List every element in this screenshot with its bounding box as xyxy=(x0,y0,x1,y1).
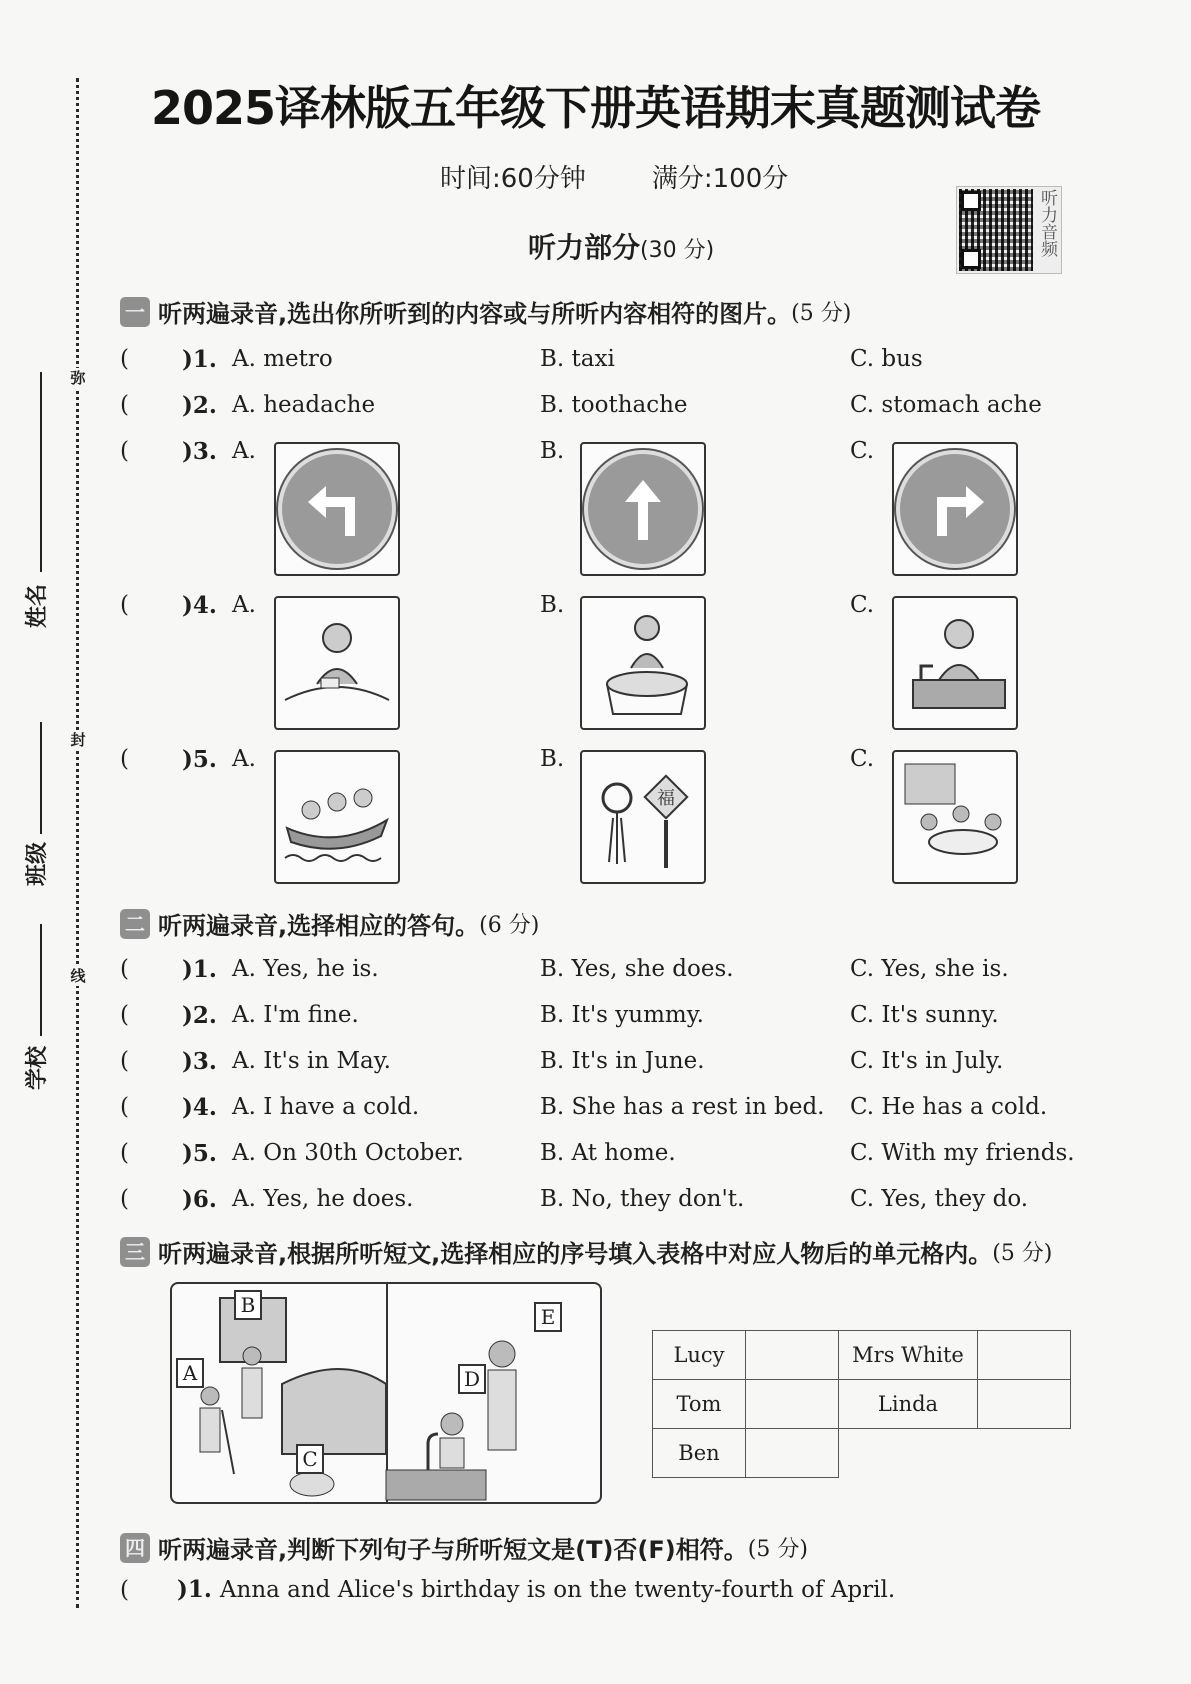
section-number-badge: 二 xyxy=(120,909,150,939)
qr-label: 听力音频 xyxy=(1037,189,1057,257)
washing-clothes-illustration xyxy=(587,604,699,722)
section-3-heading xyxy=(120,1234,1052,1269)
answer-blank[interactable]: ( xyxy=(120,346,129,372)
section-number-badge: 三 xyxy=(120,1237,150,1267)
question-row xyxy=(120,956,1120,992)
question-number: )4. xyxy=(182,1094,217,1121)
option-a: A. I have a cold. xyxy=(232,1094,420,1120)
section-instruction: 听两遍录音,选择相应的答句。 xyxy=(158,912,480,940)
turn-left-icon xyxy=(278,450,396,568)
go-straight-icon xyxy=(584,450,702,568)
class-field-label: 班级 xyxy=(25,841,50,886)
girl-washing-clothes-image xyxy=(580,596,706,730)
chinese-knots-image xyxy=(580,750,706,884)
option-a: A. It's in May. xyxy=(232,1048,391,1074)
option-a: A. Yes, he does. xyxy=(232,1186,414,1212)
question-number: )2. xyxy=(182,392,217,419)
option-c: C. With my friends. xyxy=(850,1140,1075,1166)
table-answer-cell[interactable] xyxy=(746,1380,839,1429)
question-number: )5. xyxy=(182,746,217,773)
option-a: A. xyxy=(232,746,256,772)
option-b: B. It's yummy. xyxy=(540,1002,704,1028)
table-name-cell: Tom xyxy=(653,1380,746,1429)
question-row xyxy=(120,1094,1120,1130)
option-c: C. He has a cold. xyxy=(850,1094,1048,1120)
option-a: A. On 30th October. xyxy=(232,1140,464,1166)
question-row xyxy=(120,392,1120,428)
housework-scene-illustration xyxy=(170,1282,602,1504)
table-name-cell: Mrs White xyxy=(839,1331,978,1380)
section-instruction: 听两遍录音,判断下列句子与所听短文是(T)否(F)相符。 xyxy=(158,1536,748,1564)
question-row xyxy=(120,1048,1120,1084)
option-a: A. headache xyxy=(232,392,376,418)
section-instruction: 听两遍录音,根据所听短文,选择相应的序号填入表格中对应人物后的单元格内。 xyxy=(158,1240,993,1268)
option-c: C. Yes, she is. xyxy=(850,956,1009,982)
section-2-heading xyxy=(120,906,539,941)
exam-title: 2025译林版五年级下册英语期末真题测试卷 xyxy=(150,81,1041,135)
question-number: )2. xyxy=(182,1002,217,1029)
section-points: (5 分) xyxy=(747,1537,808,1562)
listening-audio-qr[interactable] xyxy=(956,186,1062,274)
option-b: B. xyxy=(540,592,565,618)
question-row xyxy=(120,1140,1120,1176)
dragon-boat-illustration xyxy=(281,758,393,876)
section-4-heading xyxy=(120,1530,808,1565)
table-answer-cell[interactable] xyxy=(746,1331,839,1380)
turn-right-icon xyxy=(896,450,1014,568)
question-number: )3. xyxy=(182,438,217,465)
binding-mark-feng: 封 xyxy=(68,730,88,750)
section-number-badge: 四 xyxy=(120,1533,150,1563)
binding-dotted-line xyxy=(76,78,79,1608)
washing-dishes-illustration xyxy=(899,604,1011,722)
answer-blank[interactable]: ( xyxy=(120,392,129,418)
table-answer-cell[interactable] xyxy=(978,1380,1071,1429)
question-row xyxy=(120,1186,1120,1222)
answer-blank[interactable]: ( xyxy=(120,1140,129,1166)
section-points: (6 分) xyxy=(479,913,540,938)
answer-blank[interactable]: ( xyxy=(120,1186,129,1212)
question-number: )1. xyxy=(176,1576,212,1603)
chinese-knot-fu-illustration xyxy=(587,758,699,876)
qr-code-icon[interactable] xyxy=(959,189,1033,271)
option-a: A. xyxy=(232,592,256,618)
name-field-label: 姓名 xyxy=(25,583,50,628)
part-points: (30 分) xyxy=(640,238,715,263)
option-c: C. xyxy=(850,746,875,772)
question-number: )1. xyxy=(182,956,217,983)
table-empty-space xyxy=(839,1429,978,1478)
cleaning-table-illustration xyxy=(281,604,393,722)
answer-blank[interactable]: ( xyxy=(120,592,129,618)
option-b: B. No, they don't. xyxy=(540,1186,745,1212)
exam-full-score: 满分:100分 xyxy=(651,164,789,194)
turn-left-sign-image xyxy=(274,442,400,576)
option-b: B. She has a rest in bed. xyxy=(540,1094,825,1120)
class-field-line[interactable] xyxy=(40,722,42,834)
binding-mark-mi: 弥 xyxy=(68,368,88,388)
option-c: C. xyxy=(850,438,875,464)
turn-right-sign-image xyxy=(892,442,1018,576)
section-number-badge: 一 xyxy=(120,297,150,327)
option-b: B. It's in June. xyxy=(540,1048,705,1074)
option-b: B. xyxy=(540,438,565,464)
picture-tag-a: A xyxy=(176,1358,204,1388)
answer-table xyxy=(652,1330,1071,1478)
answer-blank[interactable]: ( xyxy=(120,956,129,982)
section-1-heading xyxy=(120,294,851,329)
option-c: C. xyxy=(850,592,875,618)
svg-text:福: 福 xyxy=(657,788,675,809)
question-number: )6. xyxy=(182,1186,217,1213)
dragon-boat-race-image xyxy=(274,750,400,884)
question-number: )5. xyxy=(182,1140,217,1167)
exam-info xyxy=(440,158,854,195)
name-field-line[interactable] xyxy=(40,372,42,572)
answer-blank[interactable]: ( xyxy=(120,746,129,772)
section-instruction: 听两遍录音,选出你所听到的内容或与所听内容相符的图片。 xyxy=(158,300,792,328)
school-field-line[interactable] xyxy=(40,924,42,1036)
statement-text: Anna and Alice's birthday is on the twenty-fourth of April. xyxy=(219,1577,896,1603)
option-b: B. Yes, she does. xyxy=(540,956,734,982)
part-title-text: 听力部分 xyxy=(528,231,641,264)
option-a: A. xyxy=(232,438,256,464)
picture-tag-b: B xyxy=(234,1290,262,1320)
option-b: B. taxi xyxy=(540,346,615,372)
picture-tag-c: C xyxy=(296,1444,324,1474)
question-row xyxy=(120,346,1120,382)
girl-washing-dishes-image xyxy=(892,596,1018,730)
option-c: C. Yes, they do. xyxy=(850,1186,1029,1212)
table-answer-cell[interactable] xyxy=(978,1331,1071,1380)
question-number: )1. xyxy=(182,346,217,373)
girl-cleaning-table-image xyxy=(274,596,400,730)
answer-blank[interactable]: ( xyxy=(120,1002,129,1028)
option-a: A. I'm fine. xyxy=(232,1002,359,1028)
listening-part-title xyxy=(528,226,714,266)
question-number: )4. xyxy=(182,592,217,619)
option-a: A. Yes, he is. xyxy=(232,956,379,982)
answer-blank[interactable]: ( xyxy=(120,1048,129,1074)
option-c: C. It's sunny. xyxy=(850,1002,999,1028)
section-points: (5 分) xyxy=(791,301,852,326)
picture-tag-e: E xyxy=(534,1302,562,1332)
option-c: C. stomach ache xyxy=(850,392,1042,418)
section-points: (5 分) xyxy=(992,1241,1053,1266)
option-b: B. xyxy=(540,746,565,772)
binding-mark-xian: 线 xyxy=(68,966,88,986)
true-false-question xyxy=(120,1576,895,1603)
table-name-cell: Ben xyxy=(653,1429,746,1478)
picture-tag-d: D xyxy=(458,1364,486,1394)
answer-blank[interactable]: ( xyxy=(120,438,129,464)
family-dinner-image xyxy=(892,750,1018,884)
question-row xyxy=(120,1002,1120,1038)
go-straight-sign-image xyxy=(580,442,706,576)
option-c: C. bus xyxy=(850,346,923,372)
table-empty-space xyxy=(978,1429,1071,1478)
answer-blank[interactable]: ( xyxy=(120,1577,129,1603)
exam-time: 时间:60分钟 xyxy=(440,164,586,194)
option-a: A. metro xyxy=(232,346,333,372)
option-c: C. It's in July. xyxy=(850,1048,1004,1074)
table-answer-cell[interactable] xyxy=(746,1429,839,1478)
option-b: B. toothache xyxy=(540,392,688,418)
family-dinner-illustration xyxy=(899,758,1011,876)
table-name-cell: Lucy xyxy=(653,1331,746,1380)
option-b: B. At home. xyxy=(540,1140,676,1166)
question-number: )3. xyxy=(182,1048,217,1075)
table-name-cell: Linda xyxy=(839,1380,978,1429)
school-field-label: 学校 xyxy=(25,1045,50,1090)
answer-blank[interactable]: ( xyxy=(120,1094,129,1120)
